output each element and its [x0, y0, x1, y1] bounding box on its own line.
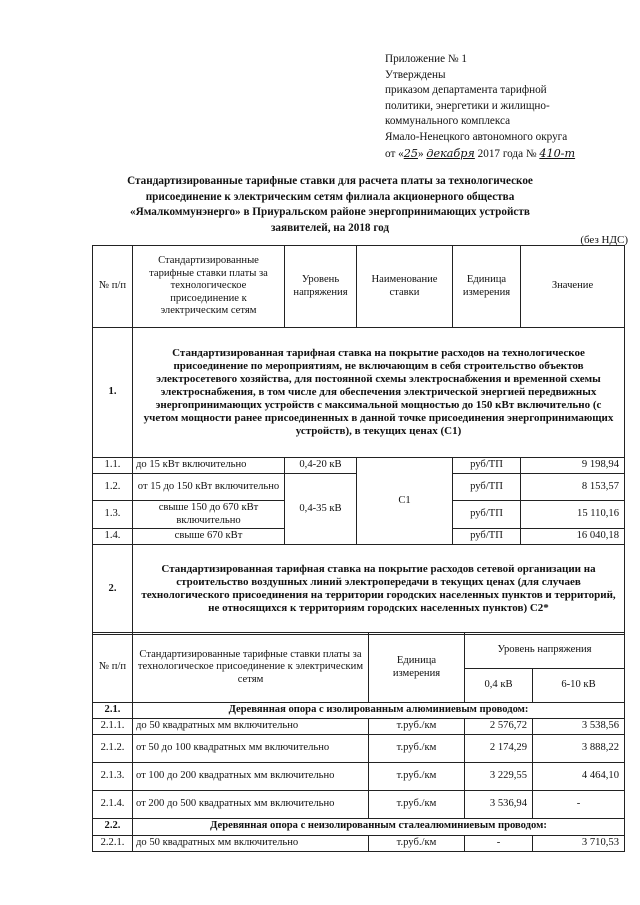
table-header-row	[93, 246, 625, 328]
row-name: от 200 до 500 квадратных мм включительно	[133, 790, 369, 818]
table-header-row	[93, 633, 625, 669]
table-row	[93, 458, 625, 474]
row-value: 16 040,18	[521, 529, 625, 545]
row-value-04: 2 174,29	[465, 734, 533, 762]
document-title: Стандартизированные тарифные ставки для расчета платы за технологическое присоединение к электрическим сетям филиала акционерного общества «Ямалкоммунэнерго» в Приуральском районе энергопринимающих устройств заявителей, на 2018 год	[127, 175, 533, 234]
approval-line: коммунального комплекса	[385, 115, 511, 128]
row-num: 1.1.	[93, 458, 133, 474]
group-num: 2.1.	[93, 703, 133, 719]
row-value-610: -	[533, 790, 625, 818]
group-num: 2.2.	[93, 818, 133, 835]
row-name: свыше 670 кВт	[133, 529, 285, 545]
row-level: 0,4-35 кВ	[285, 474, 357, 545]
row-value-610: 3 710,53	[533, 835, 625, 851]
row-num: 2.2.1.	[93, 835, 133, 851]
header-rate: Наименование ставки	[357, 246, 453, 328]
row-name: свыше 150 до 670 кВт включительно	[133, 501, 285, 529]
header-level-04: 0,4 кВ	[465, 669, 533, 703]
row-value-610: 4 464,10	[533, 762, 625, 790]
row-unit: т.руб./км	[369, 835, 465, 851]
header-value: Значение	[521, 246, 625, 328]
section-row	[93, 544, 625, 634]
table-row	[93, 719, 625, 735]
row-value-04: 2 576,72	[465, 719, 533, 735]
section-title: Стандартизированная тарифная ставка на покрытие расходов сетевой организации на строительство воздушных линий электропередачи в текущих ценах (для случаев технологического присоединения на территории городских населенных пунктов и территорий, не относящихся к территориям городских населенных пунктов) С2*	[133, 544, 625, 634]
approval-line: Приложение № 1	[385, 53, 467, 65]
approval-line: Утверждены	[385, 68, 446, 81]
table-row	[93, 835, 625, 851]
row-unit: руб/ТП	[453, 501, 521, 529]
row-num: 1.3.	[93, 501, 133, 529]
row-value-04: 3 536,94	[465, 790, 533, 818]
date-prefix: от «	[385, 147, 404, 160]
row-unit: т.руб./км	[369, 790, 465, 818]
header-unit: Единица измерения	[453, 246, 521, 328]
row-name: от 50 до 100 квадратных мм включительно	[133, 734, 369, 762]
row-level: 0,4-20 кВ	[285, 458, 357, 474]
row-unit: т.руб./км	[369, 734, 465, 762]
row-num: 2.1.1.	[93, 719, 133, 735]
approval-block	[385, 52, 625, 162]
header-num: № п/п	[93, 246, 133, 328]
row-value-04: -	[465, 835, 533, 851]
approval-line: политики, энергетики и жилищно-	[385, 99, 550, 112]
row-unit: руб/ТП	[453, 458, 521, 474]
section-row	[93, 328, 625, 458]
tariff-table-c1	[92, 245, 625, 635]
header-level: Уровень напряжения	[285, 246, 357, 328]
row-name: до 15 кВт включительно	[133, 458, 285, 474]
row-value: 15 110,16	[521, 501, 625, 529]
row-value-04: 3 229,55	[465, 762, 533, 790]
row-name: до 50 квадратных мм включительно	[133, 719, 369, 735]
table-row	[93, 762, 625, 790]
row-unit: т.руб./км	[369, 762, 465, 790]
row-unit: руб/ТП	[453, 474, 521, 501]
header-num: № п/п	[93, 633, 133, 703]
header-unit: Единица измерения	[369, 633, 465, 703]
order-number: 410-т	[539, 146, 576, 160]
row-num: 2.1.3.	[93, 762, 133, 790]
row-value: 9 198,94	[521, 458, 625, 474]
section-num: 1.	[93, 328, 133, 458]
date-day: 25	[403, 146, 418, 160]
section-title: Стандартизированная тарифная ставка на покрытие расходов на технологическое присоединение по мероприятиям, не включающим в себя строительство объектов электросетевого хозяйства, для постоянной схемы электроснабжения и временной схемы электроснабжения, в том числе для обеспечения электрической энергией передвижных энергопринимающих устройств с максимальной мощностью до 150 кВт включительно (с учетом мощности ранее присоединенных в данной точке присоединения энергопринимающих устройств), в текущих ценах (С1)	[133, 328, 625, 458]
row-unit: руб/ТП	[453, 529, 521, 545]
row-unit: т.руб./км	[369, 719, 465, 735]
section-num: 2.	[93, 544, 133, 634]
date-mid: »	[417, 147, 424, 160]
row-value: 8 153,57	[521, 474, 625, 501]
group-row	[93, 818, 625, 835]
approval-date-line	[385, 146, 625, 163]
row-name: от 15 до 150 кВт включительно	[133, 474, 285, 501]
table-row	[93, 734, 625, 762]
approval-line: приказом департамента тарифной	[385, 84, 547, 97]
row-num: 2.1.2.	[93, 734, 133, 762]
group-title: Деревянная опора с изолированным алюминиевым проводом:	[133, 703, 625, 719]
header-name: Стандартизированные тарифные ставки платы за технологическое присоединение к электрическим сетям	[133, 246, 285, 328]
header-level: Уровень напряжения	[465, 633, 625, 669]
table-row	[93, 790, 625, 818]
header-name: Стандартизированные тарифные ставки платы за технологическое присоединение к электрическим сетям	[133, 633, 369, 703]
header-level-610: 6-10 кВ	[533, 669, 625, 703]
group-row	[93, 703, 625, 719]
row-value-610: 3 888,22	[533, 734, 625, 762]
row-name: до 50 квадратных мм включительно	[133, 835, 369, 851]
row-value-610: 3 538,56	[533, 719, 625, 735]
vat-note: (без НДС)	[580, 234, 628, 246]
row-num: 1.2.	[93, 474, 133, 501]
row-num: 1.4.	[93, 529, 133, 545]
date-year: 2017 года №	[477, 147, 537, 160]
row-num: 2.1.4.	[93, 790, 133, 818]
row-rate-name: С1	[357, 458, 453, 545]
approval-line: Ямало-Ненецкого автономного округа	[385, 130, 568, 143]
row-name: от 100 до 200 квадратных мм включительно	[133, 762, 369, 790]
tariff-table-c2	[92, 632, 625, 852]
date-month: декабря	[426, 146, 475, 160]
group-title: Деревянная опора с неизолированным сталеалюминиевым проводом:	[133, 818, 625, 835]
